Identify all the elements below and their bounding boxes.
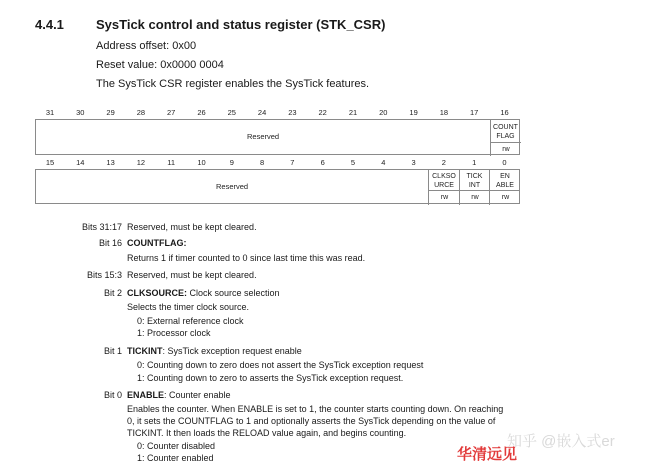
- bit-2-option-1: 1: Processor clock: [137, 328, 211, 338]
- tickint-title: : SysTick exception request enable: [162, 346, 302, 356]
- bit-0-heading: [127, 390, 231, 400]
- lower-bit-number: 1: [472, 158, 477, 167]
- bits-31-17-label: Bits 31:17: [81, 222, 122, 232]
- clksource-field: [428, 170, 459, 205]
- countflag-name-2: FLAG: [496, 133, 515, 140]
- bit-16-label: Bit 16: [98, 238, 122, 248]
- countflag-divider: [491, 142, 521, 143]
- clksource-name: CLKSOURCE:: [127, 288, 187, 298]
- bits-15-3-label: Bits 15:3: [86, 270, 122, 280]
- upper-bit-number: 26: [197, 108, 206, 117]
- bit-2-heading: [127, 288, 280, 298]
- enable-field: [489, 170, 520, 205]
- enable-access: rw: [501, 194, 510, 201]
- upper-bit-number: 21: [348, 108, 358, 117]
- upper-register: [35, 119, 520, 155]
- watermark-logo-text: 华清远见: [457, 445, 518, 463]
- enable-name-2: ABLE: [496, 182, 514, 189]
- lower-bit-number: 0: [502, 158, 507, 167]
- bit-1-heading: [127, 346, 302, 356]
- lower-bit-number: 12: [136, 158, 146, 167]
- clksource-title: Clock source selection: [187, 288, 280, 298]
- bit-0-text-3: TICKINT. It then loads the RELOAD value again, and begins counting.: [127, 428, 407, 438]
- address-offset: Address offset: 0x00: [96, 40, 197, 52]
- bit-0-label: Bit 0: [103, 390, 122, 400]
- lower-bit-number: 14: [76, 158, 85, 167]
- upper-reserved-label: Reserved: [247, 132, 280, 141]
- section-title: SysTick control and status register (STK_CSR): [96, 17, 386, 32]
- upper-bit-number: 23: [288, 108, 297, 117]
- upper-bit-number: 18: [439, 108, 449, 117]
- bit-0-option-1: 1: Counter enabled: [137, 453, 214, 463]
- upper-bit-number: 20: [379, 108, 388, 117]
- tickint-field: [459, 170, 489, 205]
- upper-bit-number: 24: [257, 108, 267, 117]
- lower-bit-number: 13: [106, 158, 115, 167]
- enable-title: : Counter enable: [164, 390, 231, 400]
- lower-bit-number: 15: [45, 158, 55, 167]
- upper-bit-number: 31: [45, 108, 55, 117]
- enable-name-1: EN: [500, 173, 510, 180]
- upper-bit-number: 29: [106, 108, 115, 117]
- bit-1-label: Bit 1: [103, 346, 122, 356]
- countflag-name: COUNTFLAG:: [127, 238, 187, 248]
- upper-bit-number: 16: [500, 108, 509, 117]
- countflag-access: rw: [502, 146, 510, 153]
- lower-bit-number: 4: [381, 158, 386, 167]
- upper-bit-number: 30: [76, 108, 85, 117]
- lower-bit-number: 9: [229, 158, 234, 167]
- bit-0-option-0: 0: Counter disabled: [137, 441, 216, 451]
- bit-0-text-2: 0, it sets the COUNTFLAG to 1 and optionally asserts the SysTick depending on the value of: [127, 416, 496, 426]
- bit-1-option-1: 1: Counting down to zero to asserts the SysTick exception request.: [137, 373, 404, 383]
- upper-bit-number: 19: [409, 108, 418, 117]
- lower-bit-number: 11: [167, 158, 176, 167]
- bits-15-3-text: Reserved, must be kept cleared.: [127, 270, 257, 280]
- intro-text: The SysTick CSR register enables the SysTick features.: [96, 78, 370, 90]
- upper-bit-number: 25: [227, 108, 236, 117]
- tickint-name-2: INT: [468, 182, 481, 189]
- bits-31-17-text: Reserved, must be kept cleared.: [127, 222, 257, 232]
- upper-bit-number: 27: [167, 108, 176, 117]
- lower-bit-number: 10: [197, 158, 206, 167]
- lower-bit-number: 5: [350, 158, 356, 167]
- clksource-name-1: CLKSO: [432, 173, 456, 180]
- reset-value: Reset value: 0x0000 0004: [96, 59, 224, 71]
- tickint-access: rw: [471, 194, 479, 201]
- clksource-name-2: URCE: [434, 182, 454, 189]
- upper-bit-number: 17: [470, 108, 479, 117]
- countflag-field: [490, 120, 520, 156]
- bit-16-text: Returns 1 if timer counted to 0 since last time this was read.: [127, 253, 366, 263]
- bit-2-text: Selects the timer clock source.: [127, 302, 250, 312]
- bit-2-label: Bit 2: [103, 288, 122, 298]
- section-number: 4.4.1: [35, 17, 64, 32]
- enable-name: ENABLE: [127, 390, 165, 400]
- lower-bit-number: 3: [411, 158, 416, 167]
- countflag-name-1: COUNT: [493, 124, 518, 131]
- lower-bit-number: 2: [441, 158, 446, 167]
- watermark-text: 知乎 @嵌入式er: [507, 433, 615, 450]
- lower-register: [35, 169, 520, 204]
- lower-bit-number: 7: [290, 158, 295, 167]
- upper-bit-number: 28: [136, 108, 146, 117]
- lower-bit-number: 6: [320, 158, 325, 167]
- bit-1-option-0: 0: Counting down to zero does not assert the SysTick exception request: [137, 360, 424, 370]
- upper-bit-number: 22: [318, 108, 327, 117]
- clksource-access: rw: [440, 194, 449, 201]
- lower-reserved-label: Reserved: [216, 182, 249, 191]
- bit-2-option-0: 0: External reference clock: [137, 316, 244, 326]
- lower-bit-number: 8: [260, 158, 265, 167]
- tickint-name-1: TICK: [466, 173, 483, 180]
- tickint-name: TICKINT: [127, 346, 163, 356]
- bit-0-text-1: Enables the counter. When ENABLE is set to 1, the counter starts counting down. On reaching: [127, 404, 504, 414]
- bit-16-heading: [127, 238, 187, 248]
